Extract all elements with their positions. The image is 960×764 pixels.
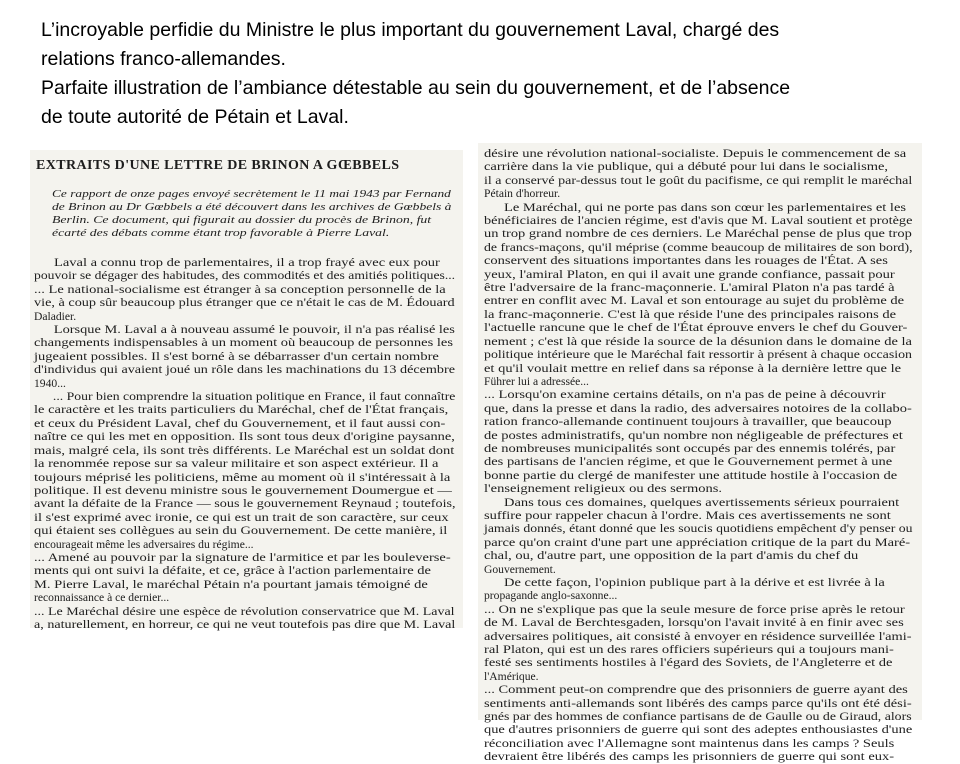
text-line: ... Comment peut-on comprendre que des prisonniers de guerre ayant des [484,683,908,697]
text-line: des partisans de l'ancien régime, et que le Gouvernement permet à une [484,455,893,469]
text-line: politique. Il est devenu ministre sous le gouvernement Doumergue et — [34,483,452,497]
text-line: festé ses sentiments hostiles à l'égard des Soviets, de l'Angleterre et de [484,656,893,670]
text-line: ... On ne s'explique pas que la seule mesure de force prise après le retour [484,602,905,616]
text-line: encourageait même les adversaires du régime... [34,537,254,551]
text-line: conservent des situations importantes dans les rouages de l'État. A ses [484,254,888,268]
text-line: jugeaient possibles. Il s'est borné à se débarrasser d'un certain nombre [34,349,439,363]
text-line: un trop grand nombre de ces derniers. Le Maréchal pense de plus que trop [484,227,912,241]
text-line: bonne partie du clergé de manifester une attitude hostile à l'occasion de [484,468,898,482]
text-line: être l'adversaire de la franc-maçonnerie. L'amiral Platon n'a pas tardé à [484,281,895,295]
text-line: Daladier. [34,309,77,323]
text-line: et qu'il voulait mettre en relief dans sa réponse à la dernière lettre que le [484,361,902,375]
text-line: propagande anglo-saxonne... [484,589,618,603]
text-line: il s'est exprimé avec ironie, ce qui est un trait de son caractère, sur ceux [34,510,449,524]
text-line: reconnaissance à ce dernier... [34,591,170,605]
text-line: la renommée repose sur sa valeur militaire et son aspect extérieur. Il a [34,457,439,471]
right-column-body [484,147,916,764]
intro-line: Ce rapport de onze pages envoyé secrètement le 11 mai 1943 par Fernand [52,188,451,200]
text-line: qui étaient ses collègues au sein du Gouvernement. De cette manière, il [34,524,448,538]
text-line: ... Pour bien comprendre la situation politique en France, il faut connaître [52,390,456,404]
heading-line: de toute autorité de Pétain et Laval. [41,106,349,128]
text-line: pouvoir se dégager des habitudes, des commodités et des amitiés politiques... [34,269,456,283]
heading-line: relations franco-allemandes. [41,48,286,70]
text-line: mais, malgré cela, ils sont très différents. Le Maréchal est un soldat dont [34,443,455,457]
text-line: désire une révolution national-socialiste. Depuis le commencement de sa [484,147,907,160]
text-line: ration franco-allemande continuent toujours à travailler, que beaucoup [484,415,892,429]
heading-line: L’incroyable perfidie du Ministre le plus important du gouvernement Laval, chargé des [41,19,780,41]
text-line: ... Le national-socialisme est étranger à sa conception personnelle de la [34,282,446,296]
text-line: que, dans la presse et dans la radio, des adversaires notoires de la collabo- [484,401,912,415]
text-line: 1940... [34,376,66,390]
text-line: changements indispensables à un moment où beaucoup de personnes les [34,336,453,350]
text-line: ... Le Maréchal désire une espèce de révolution conservatrice que M. Laval [34,604,455,618]
text-line: ... Lorsqu'on examine certains détails, on n'a pas de peine à découvrir [484,388,886,402]
text-line: jamais donnés, étant donné que les soucis quotidiens empêchent d'y penser ou [484,522,913,536]
text-line: entrer en conflit avec M. Laval et son entourage au sujet du problème de [484,294,905,308]
text-line: adversaires politiques, ait consisté à envoyer en résidence surveillée l'ami- [484,629,912,643]
text-line: sentiments anti-allemands sont libérés des camps parce qu'ils ont été dési- [484,696,912,710]
text-line: le caractère et les traits particuliers du Maréchal, chef de l'État français, [34,403,449,417]
text-line: avant la défaite de la France — sous le gouvernement Reynaud ; toutefois, [34,497,456,511]
text-line: chal, ou, d'autre part, une opposition de la part d'amis du chef du [484,549,859,563]
text-line: bénéficiaires de l'ancien régime, est d'avis que M. Laval soutient et protège [484,214,913,228]
excerpt-intro [52,188,453,240]
text-line: suffire pour rappeler chacun à l'ordre. Mais ces avertissements ne sont [484,508,891,522]
text-line: de francs-maçons, qu'il méprise (comme beaucoup de militaires de son bord), [484,240,913,254]
text-line: de M. Laval de Berchtesgaden, lorsqu'on l'avait invité à en finir avec ses [484,616,904,630]
intro-line: de Brinon au Dr Gœbbels a été découvert dans les archives de Gœbbels à [52,201,452,213]
text-line: De cette façon, l'opinion publique part à la dérive et est livrée à la [504,576,885,589]
text-line: ments qui ont suivi la défaite, et ce, grâce à l'action parlementaire de [34,564,431,578]
text-line: a, naturellement, en horreur, ce qui ne veut toutefois pas dire que M. Laval [34,617,456,631]
text-line: et ceux du Président Laval, chef du Gouvernement, et il faut aussi con- [34,416,446,430]
text-line: M. Pierre Laval, le maréchal Pétain n'a pourtant jamais témoigné de [34,577,428,591]
intro-line: Berlin. Ce document, qui figurait au dossier du procès de Brinon, fut [52,214,432,226]
excerpt-title: EXTRAITS D'UNE LETTRE DE BRINON A GŒBBELS [36,158,400,173]
text-line: Pétain d'horreur. [484,187,561,201]
left-column-body [34,256,459,631]
text-line: il a conservé par-dessus tout le goût du pacifisme, ce qui remplit le maréchal [484,173,913,187]
heading-line: Parfaite illustration de l’ambiance détestable au sein du gouvernement, et de l’absence [41,77,791,99]
text-line: l'actuelle rancune que le chef de l'État éprouve envers le chef du Gouver- [484,321,908,335]
text-line: l'Amérique. [484,669,539,683]
text-line: politique intérieure que le Maréchal fait ressortir à présent à chaque occasion [484,348,913,362]
text-line: devraient être libérés des camps les prisonniers de guerre qui sont eux- [484,750,895,764]
letter-scan-left-column [30,150,463,631]
text-line: réconciliation avec l'Allemagne sont maintenus dans les camps ? Seuls [484,736,895,750]
text-line: naître ce qui les met en opposition. Ils sont tous deux d'origine paysanne, [34,430,455,444]
text-line: vie, à coup sûr beaucoup plus étranger que ce n'était le cas de M. Édouard [34,296,455,310]
text-line: de nombreuses municipalités sont occupés par des ennemis tolérés, par [484,441,896,455]
text-line: parce qu'on craint d'une part une appréciation critique de la part du Maré- [484,535,911,549]
text-line: Lorsque M. Laval a à nouveau assumé le pouvoir, il n'a pas réalisé les [53,323,455,337]
text-line: ... Amené au pouvoir par la signature de l'armitice et par les bouleverse- [34,550,451,564]
text-line: Le Maréchal, qui ne porte pas dans son cœur les parlementaires et les [504,200,907,214]
intro-line: écarté des débats comme étant trop favorable à Pierre Laval. [52,227,390,239]
letter-scan-right-column [478,143,922,764]
text-line: la franc-maçonnerie. C'est là que réside l'une des principales raisons de [484,307,897,321]
text-line: gnés par des hommes de confiance partisans de de Gaulle ou de Giraud, alors [484,710,912,724]
text-line: yeux, l'amiral Platon, en qui il avait une grande confiance, passait pour [484,267,895,281]
slide-heading [41,16,941,132]
text-line: Führer lui a adressée... [484,374,589,388]
text-line: ral Platon, qui est un des rares officiers supérieurs qui a toujours mani- [484,643,894,657]
text-line: Laval a connu trop de parlementaires, il a trop frayé avec eux pour [54,256,440,269]
text-line: l'enseignement religieux ou des sermons. [484,482,723,496]
text-line: Dans tous ces domaines, quelques avertissements sérieux pourraient [504,495,900,509]
text-line: d'individus qui avaient joué un rôle dans les machinations du 13 décembre [34,363,456,377]
text-line: de postes administratifs, qu'un nombre non négligeable de préfectures et [484,428,903,442]
text-line: Gouvernement. [484,562,556,576]
text-line: que d'autres prisonniers de guerre qui sont des adeptes enthousiastes d'une [484,723,913,737]
text-line: nement ; c'est là que réside la source de la désunion dans le domaine de la [484,334,912,348]
text-line: toujours méprisé les politiciens, même au moment où il s'intéressait à la [34,470,451,484]
text-line: carrière dans la vie publique, qui a débuté pour lui dans le socialisme, [484,160,889,174]
